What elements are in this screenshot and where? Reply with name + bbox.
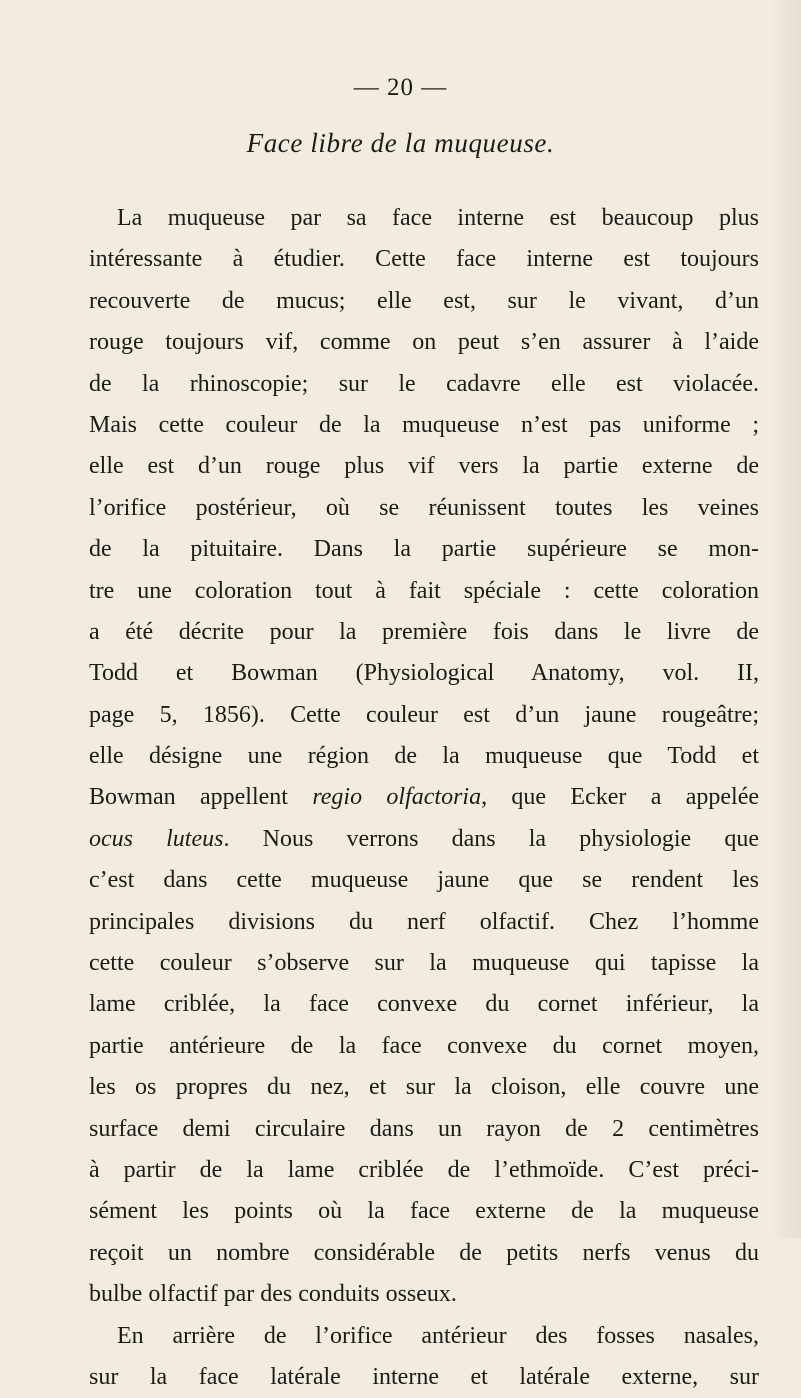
- text-segment: intéressante à étudier. Cette face interne est toujours: [89, 246, 759, 273]
- text-line: [89, 860, 759, 901]
- text-segment: Bowman appellent: [89, 784, 313, 811]
- text-line: [89, 1316, 759, 1357]
- text-line: [89, 653, 759, 694]
- text-segment: sément les points où la face externe de la muqueuse: [89, 1198, 759, 1225]
- page-number: — 20 —: [353, 74, 448, 101]
- text-line: [89, 1109, 759, 1150]
- section-title: Face libre de la muqueuse.: [246, 128, 555, 158]
- text-line: [89, 281, 759, 322]
- text-segment: reçoit un nombre considérable de petits nerfs venus du: [89, 1239, 759, 1266]
- text-segment: , que Ecker a appelée: [481, 784, 759, 811]
- text-line: [89, 943, 759, 984]
- text-segment: c’est dans cette muqueuse jaune que se rendent les: [89, 867, 759, 894]
- text-line: [89, 1026, 759, 1067]
- text-line: [89, 364, 759, 405]
- body-text: [89, 198, 759, 1398]
- italic-term: ocus luteus: [89, 825, 224, 852]
- text-segment: principales divisions du nerf olfactif. Chez l’homme: [89, 908, 759, 935]
- text-line: [89, 902, 759, 943]
- text-line: [89, 1357, 759, 1398]
- text-line: [89, 736, 759, 777]
- text-line: [89, 488, 759, 529]
- text-segment: La muqueuse par sa face interne est beaucoup plus: [117, 205, 759, 231]
- text-line: [89, 777, 759, 818]
- text-segment: sur la face latérale interne et latérale externe, sur: [89, 1363, 759, 1390]
- text-segment: page 5, 1856). Cette couleur est d’un jaune rougeâtre;: [89, 701, 759, 728]
- text-line: [89, 612, 759, 653]
- italic-term: regio olfactoria: [312, 784, 482, 811]
- text-line: [89, 571, 759, 612]
- text-segment: elle désigne une région de la muqueuse que Todd et: [89, 743, 759, 770]
- text-segment: les os propres du nez, et sur la cloison, elle couvre une: [89, 1074, 759, 1101]
- page-edge-shadow: [771, 0, 801, 1238]
- text-line: [89, 322, 759, 363]
- text-segment: . Nous verrons dans la physiologie que: [223, 825, 759, 852]
- text-segment: tre une coloration tout à fait spéciale : cette coloration: [89, 577, 759, 604]
- text-segment: cette couleur s’observe sur la muqueuse qui tapisse la: [89, 950, 759, 977]
- text-segment: rouge toujours vif, comme on peut s’en assurer à l’aide: [89, 329, 759, 356]
- text-line: [89, 1191, 759, 1232]
- text-segment: a été décrite pour la première fois dans le livre de: [89, 618, 759, 645]
- text-segment: Mais cette couleur de la muqueuse n’est pas uniforme ;: [89, 411, 759, 438]
- text-segment: elle est d’un rouge plus vif vers la partie externe de: [89, 453, 759, 480]
- text-segment: de la pituitaire. Dans la partie supérieure se mon-: [89, 536, 759, 563]
- text-segment: bulbe olfactif par des conduits osseux.: [89, 1281, 457, 1308]
- text-segment: surface demi circulaire dans un rayon de 2 centimètres: [89, 1115, 759, 1142]
- text-line: [89, 695, 759, 736]
- text-line: [89, 1233, 759, 1274]
- text-segment: recouverte de mucus; elle est, sur le vivant, d’un: [89, 287, 759, 314]
- text-line: [89, 239, 759, 280]
- text-segment: l’orifice postérieur, où se réunissent toutes les veines: [89, 494, 759, 521]
- text-segment: lame criblée, la face convexe du cornet inférieur, la: [89, 991, 759, 1018]
- text-line: [89, 1150, 759, 1191]
- text-line: [89, 819, 759, 860]
- text-line: [89, 1067, 759, 1108]
- text-segment: partie antérieure de la face convexe du cornet moyen,: [89, 1032, 759, 1059]
- text-line: [89, 405, 759, 446]
- text-segment: de la rhinoscopie; sur le cadavre elle est violacée.: [89, 370, 759, 397]
- text-line: [89, 446, 759, 487]
- text-line: [89, 984, 759, 1025]
- text-segment: à partir de la lame criblée de l’ethmoïde. C’est préci-: [89, 1156, 759, 1183]
- text-line: [89, 198, 759, 239]
- text-segment: En arrière de l’orifice antérieur des fosses nasales,: [117, 1322, 759, 1349]
- text-segment: Todd et Bowman (Physiological Anatomy, vol. II,: [89, 660, 759, 687]
- text-line: [89, 1274, 759, 1315]
- text-line: [89, 529, 759, 570]
